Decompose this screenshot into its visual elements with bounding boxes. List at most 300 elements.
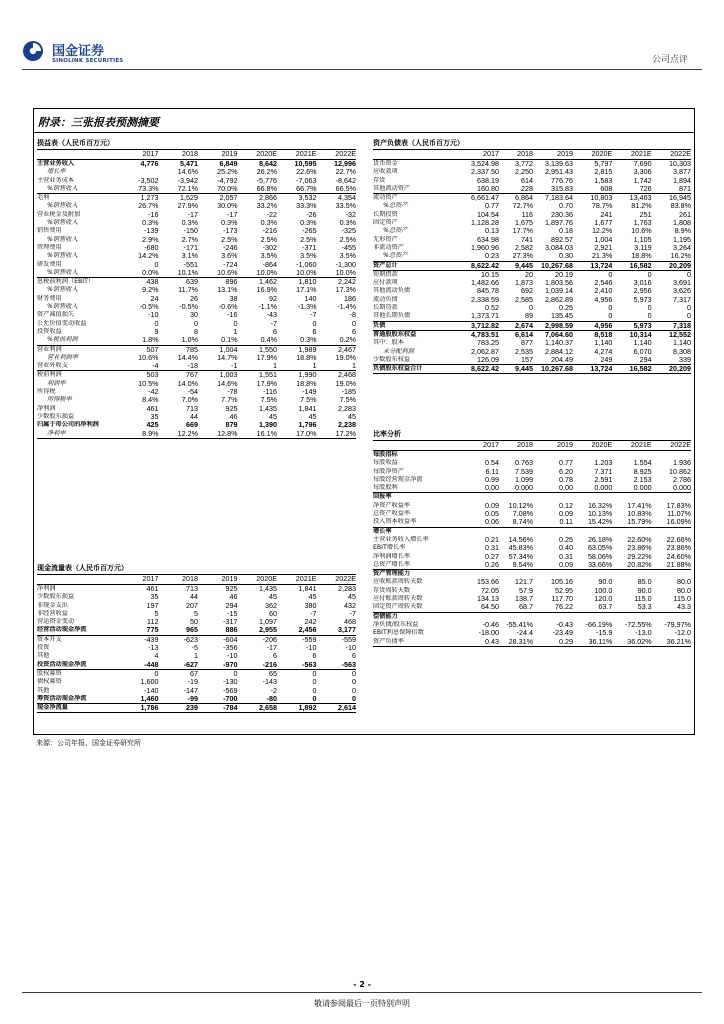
year-header-cell: 2017 bbox=[457, 441, 499, 451]
row-label: 每股收益 bbox=[373, 459, 398, 467]
value-cell: 12.2% bbox=[591, 227, 613, 236]
value-cell: 713 bbox=[186, 584, 198, 593]
value-cell: 38 bbox=[229, 294, 238, 303]
value-cell: 135.45 bbox=[533, 312, 573, 321]
row-label: 营业利润 bbox=[37, 345, 62, 353]
value-cell: 0.43 bbox=[457, 638, 499, 647]
value-cell: -356 bbox=[223, 644, 238, 653]
table-row bbox=[37, 311, 356, 319]
value-cell: 6 bbox=[352, 652, 356, 661]
value-cell: -784 bbox=[198, 704, 238, 713]
row-label: 主营业务收入增长率 bbox=[373, 535, 429, 543]
value-cell: -0.6% bbox=[218, 303, 238, 312]
value-cell: 4 bbox=[154, 652, 159, 661]
value-cell: 1,786 bbox=[119, 704, 159, 713]
value-cell: -5 bbox=[191, 644, 198, 653]
year-header-cell: 2022E bbox=[317, 150, 357, 160]
year-header-cell: 2018 bbox=[499, 441, 533, 451]
value-cell: 153.66 bbox=[477, 578, 499, 587]
value-cell: 8 bbox=[194, 327, 198, 336]
value-cell: -8,642 bbox=[335, 176, 356, 185]
value-cell: 3.5% bbox=[300, 252, 317, 261]
table-row bbox=[373, 185, 691, 194]
value-cell: 3,264 bbox=[673, 243, 691, 252]
row-label: 每股指标 bbox=[373, 451, 398, 458]
row-label: 净资产收益率 bbox=[373, 501, 411, 509]
table-row bbox=[373, 459, 691, 467]
value-cell: -7,063 bbox=[296, 176, 317, 185]
table-row bbox=[37, 160, 356, 169]
value-cell: 76.22 bbox=[533, 603, 573, 612]
value-cell: 36.11% bbox=[573, 638, 612, 647]
value-cell: -680 bbox=[144, 243, 159, 252]
brand-name-cn: 国金证券 bbox=[52, 44, 105, 59]
value-cell: 10,267.68 bbox=[533, 365, 573, 374]
value-cell: 24 bbox=[150, 294, 159, 303]
value-cell: 5,973 bbox=[633, 295, 652, 304]
value-cell: 45 bbox=[308, 412, 317, 421]
ratio-analysis bbox=[373, 428, 691, 647]
row-label: 长期投资 bbox=[373, 210, 398, 218]
value-cell bbox=[533, 493, 573, 502]
appendix-divider bbox=[34, 132, 694, 133]
value-cell: 26.2% bbox=[256, 168, 277, 177]
value-cell: 468 bbox=[344, 618, 356, 627]
value-cell: 0 bbox=[312, 686, 317, 695]
value-cell: 2,456 bbox=[277, 626, 317, 635]
value-cell: 0.00 bbox=[533, 484, 573, 493]
value-cell: 1,140 bbox=[673, 339, 691, 348]
value-cell: 16,582 bbox=[612, 365, 651, 374]
year-header-cell: 2021E bbox=[612, 441, 651, 451]
value-cell: 14.56% bbox=[508, 535, 533, 544]
value-cell: 0.77 bbox=[559, 459, 573, 468]
value-cell: 0.4% bbox=[238, 336, 278, 345]
value-cell: 17.83% bbox=[666, 501, 691, 510]
value-cell: 12,552 bbox=[669, 330, 691, 339]
value-cell: 0 bbox=[352, 319, 356, 328]
value-cell: 0.25 bbox=[559, 535, 573, 544]
value-cell: 15.42% bbox=[573, 518, 612, 527]
value-cell: 7,690 bbox=[633, 159, 652, 168]
value-cell bbox=[457, 493, 499, 502]
value-cell: 2.5% bbox=[339, 235, 356, 244]
value-cell: 1,677 bbox=[594, 219, 613, 228]
value-cell: -99 bbox=[159, 695, 199, 704]
value-cell: -32 bbox=[345, 210, 356, 219]
value-cell: 10.13% bbox=[587, 510, 613, 519]
table-row bbox=[37, 202, 356, 210]
cashflow-year-header bbox=[37, 575, 356, 585]
value-cell: -42 bbox=[148, 388, 159, 397]
value-cell: -216 bbox=[262, 227, 277, 236]
value-cell: -206 bbox=[262, 635, 277, 644]
value-cell: 2.153 bbox=[633, 475, 652, 484]
table-row bbox=[373, 518, 691, 527]
value-cell bbox=[457, 612, 499, 621]
brand-name-en: SINOLINK SECURITIES bbox=[52, 58, 124, 64]
value-cell: 241 bbox=[600, 210, 613, 219]
table-row bbox=[37, 413, 356, 421]
value-cell: -551 bbox=[183, 260, 198, 269]
value-cell: 0 bbox=[154, 319, 159, 328]
value-cell: 6,849 bbox=[219, 159, 238, 168]
year-header-cell: 2020E bbox=[573, 150, 612, 160]
table-row bbox=[373, 587, 691, 595]
value-cell: 925 bbox=[225, 404, 238, 413]
row-label: 资产负债率 bbox=[373, 638, 457, 647]
value-cell: 886 bbox=[198, 626, 238, 635]
table-row bbox=[373, 270, 691, 279]
value-cell: -1.4% bbox=[337, 303, 356, 312]
value-cell: 112 bbox=[147, 618, 159, 627]
value-cell: -139 bbox=[144, 227, 159, 236]
balance-year-header bbox=[373, 150, 691, 160]
value-cell: 6 bbox=[352, 327, 356, 336]
value-cell: 2,998.59 bbox=[533, 321, 573, 330]
value-cell: -15 bbox=[227, 609, 238, 618]
value-cell: 0 bbox=[647, 270, 652, 279]
year-header-cell: 2022E bbox=[317, 575, 357, 585]
table-row bbox=[37, 177, 356, 185]
value-cell: 0.25 bbox=[559, 304, 573, 313]
table-row bbox=[373, 493, 691, 502]
value-cell: 461 bbox=[146, 404, 159, 413]
value-cell: 1.203 bbox=[594, 459, 613, 468]
row-label: 非现金支出 bbox=[37, 601, 68, 609]
value-cell: 5 bbox=[194, 609, 198, 618]
value-cell: 1,675 bbox=[515, 219, 533, 228]
row-label: 研发费用 bbox=[37, 260, 62, 268]
table-row bbox=[373, 612, 691, 621]
value-cell: 9,445 bbox=[499, 365, 533, 374]
value-cell: 4,783.51 bbox=[471, 330, 499, 339]
table-row bbox=[373, 252, 691, 261]
row-label: 其他长期负债 bbox=[373, 312, 457, 321]
value-cell: 1 bbox=[317, 362, 357, 371]
value-cell: 45.83% bbox=[508, 544, 533, 553]
value-cell: 10.0% bbox=[277, 269, 317, 278]
value-cell: 0.78 bbox=[559, 475, 573, 484]
value-cell: 726 bbox=[612, 185, 651, 194]
row-label: %销售收入 bbox=[47, 235, 78, 243]
row-label: 公允价值变动收益 bbox=[37, 319, 87, 327]
value-cell: 0 bbox=[352, 678, 356, 687]
value-cell: 104.54 bbox=[477, 210, 499, 219]
value-cell: 12.8% bbox=[198, 430, 238, 439]
row-label: 应付款项 bbox=[373, 279, 398, 287]
table-row bbox=[373, 279, 691, 287]
value-cell: -0.46 bbox=[482, 620, 499, 629]
value-cell: 0.000 bbox=[652, 484, 691, 493]
value-cell: 871 bbox=[652, 185, 691, 194]
table-row bbox=[373, 356, 691, 365]
value-cell: -22 bbox=[266, 210, 277, 219]
value-cell: 0 bbox=[277, 695, 317, 704]
value-cell: 72.05 bbox=[481, 586, 499, 595]
value-cell: 1,873 bbox=[515, 279, 533, 288]
table-row bbox=[373, 570, 691, 579]
value-cell: 10.0% bbox=[317, 269, 357, 278]
row-label: 其他 bbox=[37, 652, 50, 660]
value-cell: 1,140 bbox=[633, 339, 652, 348]
value-cell: 425 bbox=[146, 421, 159, 430]
value-cell: 204.49 bbox=[533, 356, 573, 365]
value-cell: -13.0 bbox=[635, 629, 652, 638]
value-cell: -26 bbox=[306, 210, 317, 219]
value-cell: 11.07% bbox=[667, 510, 691, 519]
value-cell: 2.7% bbox=[181, 235, 198, 244]
value-cell: 0.000 bbox=[499, 484, 533, 493]
value-cell: 63.7 bbox=[573, 603, 612, 612]
table-row bbox=[373, 312, 691, 321]
value-cell: 4,776 bbox=[140, 159, 159, 168]
value-cell: 7.08% bbox=[512, 510, 533, 519]
value-cell: 0.09 bbox=[533, 561, 573, 570]
table-row bbox=[373, 544, 691, 552]
row-label: 固定资产 bbox=[373, 219, 398, 227]
value-cell: 35 bbox=[150, 593, 159, 602]
value-cell: -3,942 bbox=[177, 176, 198, 185]
value-cell: 43.3 bbox=[652, 603, 691, 612]
value-cell: 0.000 bbox=[612, 484, 651, 493]
income-statement bbox=[37, 137, 356, 439]
value-cell: 1,583 bbox=[594, 176, 613, 185]
value-cell: 20,209 bbox=[652, 261, 691, 270]
table-row bbox=[37, 244, 356, 252]
value-cell: 72.7% bbox=[512, 202, 533, 211]
value-cell: 7,183.64 bbox=[545, 193, 573, 203]
value-cell: 0.13 bbox=[485, 227, 499, 236]
value-cell: 2,250 bbox=[515, 168, 533, 177]
value-cell: 1,551 bbox=[259, 370, 277, 380]
value-cell: 1,529 bbox=[180, 193, 198, 203]
value-cell: 0.2% bbox=[317, 336, 357, 345]
row-label: 无形资产 bbox=[373, 235, 398, 243]
value-cell: -439 bbox=[144, 635, 159, 644]
value-cell: 14.6% bbox=[177, 168, 198, 177]
value-cell: -563 bbox=[277, 661, 317, 670]
value-cell: 0 bbox=[233, 669, 238, 678]
row-label: 投资活动现金净流 bbox=[37, 661, 119, 670]
value-cell: 0.06 bbox=[457, 518, 499, 527]
value-cell: -455 bbox=[341, 243, 356, 252]
row-label: 偿债能力 bbox=[373, 612, 398, 620]
balance-title: 资产负债表（人民币百万元） bbox=[373, 137, 691, 150]
value-cell: 294 bbox=[612, 356, 651, 365]
value-cell: 230.36 bbox=[551, 210, 573, 219]
value-cell: 6,070 bbox=[633, 347, 652, 356]
value-cell: -7 bbox=[310, 311, 317, 320]
value-cell: 17.9% bbox=[256, 353, 277, 362]
value-cell: 57.9 bbox=[519, 586, 533, 595]
value-cell: 1,435 bbox=[259, 404, 277, 413]
value-cell: 315.83 bbox=[533, 185, 573, 194]
value-cell: 0 bbox=[608, 270, 613, 279]
value-cell: 14.2% bbox=[138, 252, 159, 261]
year-header-cell: 2019 bbox=[198, 150, 238, 160]
value-cell: -78 bbox=[227, 388, 238, 397]
value-cell: 3,524.98 bbox=[471, 159, 499, 168]
value-cell: 18.8% bbox=[296, 379, 317, 388]
value-cell: -563 bbox=[317, 661, 357, 670]
footer-divider bbox=[22, 992, 702, 993]
table-row bbox=[373, 484, 691, 493]
table-row bbox=[373, 510, 691, 518]
value-cell: 138.7 bbox=[515, 595, 533, 604]
value-cell: 16,945 bbox=[669, 193, 691, 203]
header-divider bbox=[22, 69, 702, 70]
value-cell: 44 bbox=[190, 593, 198, 602]
row-label: 营业利润率 bbox=[47, 353, 78, 361]
value-cell: 251 bbox=[639, 210, 652, 219]
value-cell bbox=[457, 570, 499, 579]
table-row bbox=[373, 211, 691, 219]
value-cell: 461 bbox=[146, 584, 159, 593]
table-row bbox=[37, 211, 356, 219]
row-label: 归属于母公司的净利润 bbox=[37, 421, 99, 429]
row-label: 非经营收益 bbox=[37, 609, 68, 617]
value-cell: 0.3% bbox=[300, 219, 317, 228]
value-cell: -18 bbox=[159, 362, 199, 371]
value-cell: 6 bbox=[312, 327, 317, 336]
value-cell: 2.591 bbox=[594, 475, 613, 484]
table-row bbox=[373, 621, 691, 629]
value-cell: 16.1% bbox=[238, 430, 278, 439]
value-cell: 669 bbox=[186, 421, 198, 430]
value-cell: 23.86% bbox=[627, 544, 652, 553]
value-cell: 0 bbox=[233, 319, 238, 328]
value-cell: 26.18% bbox=[587, 535, 613, 544]
value-cell: 0.3% bbox=[260, 219, 277, 228]
value-cell: 0 bbox=[612, 312, 651, 321]
value-cell: -7 bbox=[270, 319, 277, 328]
row-label: 应收账款周转天数 bbox=[373, 578, 423, 586]
value-cell: 3,712.82 bbox=[457, 321, 499, 330]
value-cell bbox=[457, 451, 499, 460]
value-cell: -79.97% bbox=[664, 620, 691, 629]
value-cell: 2,674 bbox=[499, 321, 533, 330]
value-cell: -317 bbox=[223, 618, 238, 627]
row-label: 投资收益 bbox=[37, 327, 62, 335]
value-cell: -559 bbox=[302, 635, 317, 644]
table-row bbox=[373, 536, 691, 544]
value-cell: 10.6% bbox=[631, 227, 652, 236]
row-label: %销售收入 bbox=[47, 219, 78, 227]
row-label: 投入资本收益率 bbox=[373, 518, 457, 527]
value-cell: 10.1% bbox=[159, 269, 199, 278]
value-cell: 14.6% bbox=[217, 379, 238, 388]
value-cell: 44 bbox=[190, 412, 198, 421]
value-cell: -17 bbox=[187, 210, 198, 219]
row-label: 资产总计 bbox=[373, 261, 457, 270]
value-cell: -216 bbox=[238, 661, 278, 670]
value-cell: -10 bbox=[227, 652, 238, 661]
value-cell: 0 bbox=[352, 686, 356, 695]
value-cell: 63.05% bbox=[587, 544, 613, 553]
table-row bbox=[37, 652, 356, 660]
value-cell: 2.9% bbox=[142, 235, 159, 244]
value-cell: 2,535 bbox=[515, 347, 533, 356]
table-row bbox=[373, 451, 691, 460]
value-cell: -265 bbox=[302, 227, 317, 236]
value-cell: 2,955 bbox=[238, 626, 278, 635]
value-cell: -0.43 bbox=[556, 620, 573, 629]
row-label: 管理费用 bbox=[37, 243, 62, 251]
value-cell: 10.5% bbox=[138, 379, 159, 388]
row-label: 净负债/股东权益 bbox=[373, 620, 419, 628]
value-cell: 1,600 bbox=[140, 678, 159, 687]
value-cell: 0.11 bbox=[533, 518, 573, 527]
value-cell: -143 bbox=[262, 678, 277, 687]
value-cell: 0.99 bbox=[485, 475, 499, 484]
value-cell: 10,303 bbox=[669, 159, 691, 168]
value-cell: -140 bbox=[144, 686, 159, 695]
year-header-cell: 2018 bbox=[499, 150, 533, 160]
value-cell: 17.0% bbox=[277, 430, 317, 439]
value-cell: 85.0 bbox=[637, 578, 652, 587]
table-row bbox=[373, 236, 691, 244]
row-label: %总资产 bbox=[373, 252, 457, 261]
value-cell: 896 bbox=[225, 277, 238, 287]
value-cell: 140 bbox=[304, 294, 317, 303]
value-cell: 0.1% bbox=[198, 336, 238, 345]
value-cell: 5,973 bbox=[612, 321, 651, 330]
value-cell: 239 bbox=[159, 704, 199, 713]
footer-disclaimer: 敬请参阅最后一页特别声明 bbox=[314, 999, 410, 1008]
table-row bbox=[373, 339, 691, 347]
value-cell: 2,238 bbox=[338, 421, 356, 430]
value-cell: 0.31 bbox=[485, 544, 499, 553]
value-cell: 0 bbox=[352, 669, 356, 678]
value-cell: 3,877 bbox=[673, 168, 691, 177]
value-cell: 0.3% bbox=[339, 219, 356, 228]
table-row bbox=[373, 476, 691, 484]
row-label: 投资 bbox=[37, 644, 50, 652]
value-cell: 67 bbox=[190, 669, 198, 678]
row-label: 每股净资产 bbox=[373, 467, 404, 475]
table-row bbox=[373, 561, 691, 570]
table-row bbox=[37, 396, 356, 404]
table-row bbox=[373, 468, 691, 476]
value-cell: 2.5% bbox=[300, 235, 317, 244]
value-cell: -24.4 bbox=[516, 629, 533, 638]
value-cell: -5,776 bbox=[256, 176, 277, 185]
value-cell: 0.26 bbox=[457, 561, 499, 570]
value-cell: 7.5% bbox=[260, 396, 277, 405]
table-row bbox=[37, 168, 356, 176]
value-cell: 1,808 bbox=[673, 219, 691, 228]
value-cell: 3,016 bbox=[633, 279, 652, 288]
value-cell: 7.5% bbox=[300, 396, 317, 405]
value-cell: 8,622.42 bbox=[457, 365, 499, 374]
table-row bbox=[373, 202, 691, 210]
row-label: 负债股东权益合计 bbox=[373, 365, 457, 374]
value-cell: 0 bbox=[608, 304, 613, 313]
value-cell: 0 bbox=[312, 678, 317, 687]
value-cell: 877 bbox=[521, 339, 533, 348]
value-cell: 207 bbox=[186, 601, 198, 610]
value-cell: 1,763 bbox=[633, 219, 652, 228]
income-title: 损益表（人民币百万元） bbox=[37, 137, 356, 150]
value-cell: 8.9% bbox=[119, 430, 159, 439]
value-cell: 1,140 bbox=[594, 339, 613, 348]
value-cell: 33.5% bbox=[335, 202, 356, 211]
row-label: 非流动资产 bbox=[373, 243, 404, 251]
year-header-cell: 2020E bbox=[238, 575, 278, 585]
value-cell: 3,626 bbox=[673, 287, 691, 296]
table-row bbox=[37, 286, 356, 294]
